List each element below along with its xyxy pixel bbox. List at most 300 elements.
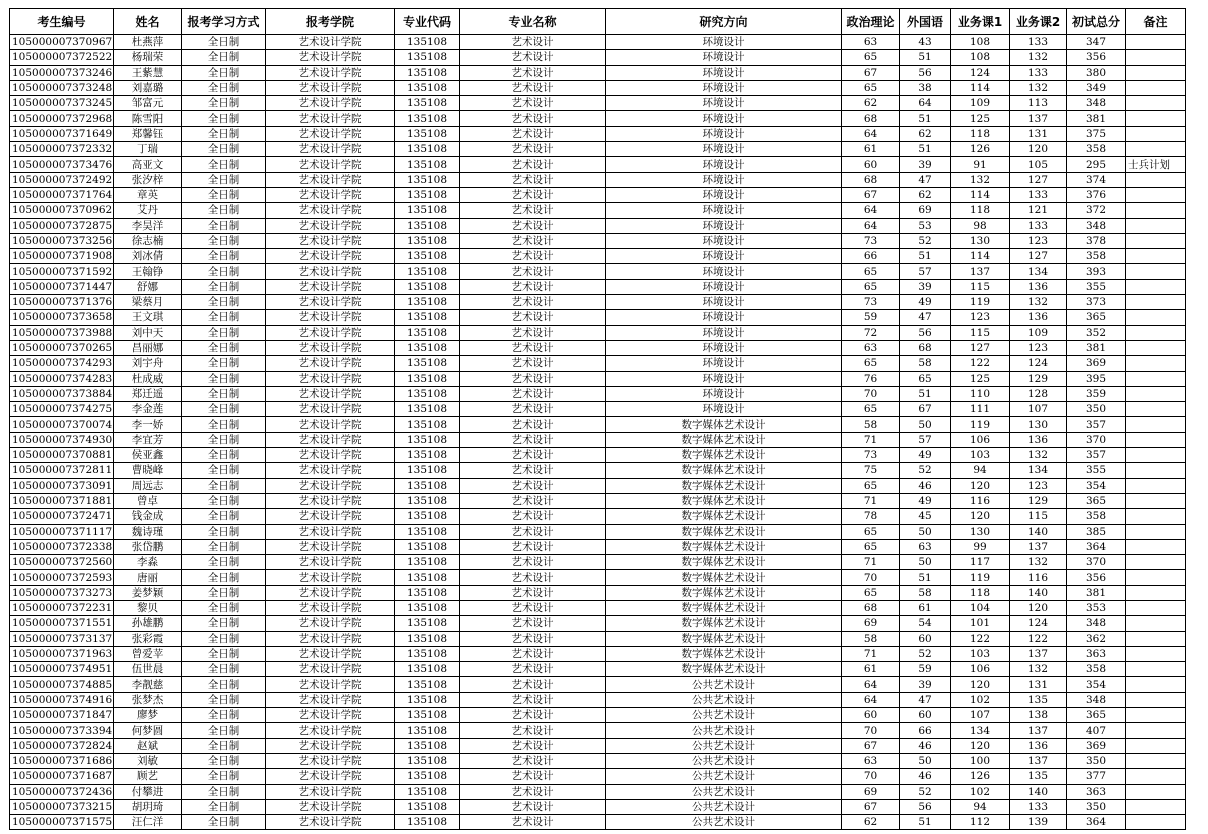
cell-subject-1: 108 — [951, 35, 1010, 50]
cell-subject-2: 129 — [1010, 371, 1067, 386]
cell-subject-2: 109 — [1010, 325, 1067, 340]
cell-name: 李一娇 — [114, 417, 182, 432]
cell-research-direction: 环境设计 — [606, 402, 842, 417]
cell-major-code: 135108 — [395, 126, 460, 141]
cell-politics: 60 — [842, 708, 900, 723]
cell-major-name: 艺术设计 — [460, 616, 606, 631]
cell-subject-1: 112 — [951, 815, 1010, 830]
cell-foreign-language: 57 — [900, 264, 951, 279]
cell-study-mode: 全日制 — [182, 769, 266, 784]
cell-research-direction: 环境设计 — [606, 371, 842, 386]
table-row — [10, 662, 1186, 677]
table-row — [10, 35, 1186, 50]
cell-subject-1: 115 — [951, 325, 1010, 340]
cell-politics: 69 — [842, 616, 900, 631]
cell-foreign-language: 46 — [900, 738, 951, 753]
cell-major-code: 135108 — [395, 295, 460, 310]
cell-remarks — [1126, 325, 1186, 340]
cell-major-name: 艺术设计 — [460, 249, 606, 264]
cell-total-score: 357 — [1067, 417, 1126, 432]
cell-foreign-language: 50 — [900, 753, 951, 768]
cell-major-name: 艺术设计 — [460, 402, 606, 417]
table-row — [10, 402, 1186, 417]
cell-major-code: 135108 — [395, 448, 460, 463]
cell-name: 孙雄鹏 — [114, 616, 182, 631]
cell-study-mode: 全日制 — [182, 187, 266, 202]
cell-major-name: 艺术设计 — [460, 677, 606, 692]
cell-remarks — [1126, 340, 1186, 355]
cell-subject-1: 98 — [951, 218, 1010, 233]
cell-foreign-language: 46 — [900, 769, 951, 784]
cell-foreign-language: 47 — [900, 692, 951, 707]
cell-subject-2: 137 — [1010, 111, 1067, 126]
cell-name: 徐志楠 — [114, 233, 182, 248]
cell-total-score: 373 — [1067, 295, 1126, 310]
table-row — [10, 631, 1186, 646]
cell-total-score: 381 — [1067, 111, 1126, 126]
cell-major-code: 135108 — [395, 279, 460, 294]
header-college: 报考学院 — [266, 9, 395, 35]
cell-total-score: 357 — [1067, 448, 1126, 463]
cell-college: 艺术设计学院 — [266, 478, 395, 493]
cell-name: 李靓慈 — [114, 677, 182, 692]
cell-exam-id: 105000007372231 — [10, 600, 114, 615]
cell-major-code: 135108 — [395, 65, 460, 80]
cell-name: 伍世晨 — [114, 662, 182, 677]
cell-total-score: 381 — [1067, 340, 1126, 355]
cell-remarks — [1126, 600, 1186, 615]
cell-foreign-language: 51 — [900, 249, 951, 264]
cell-politics: 65 — [842, 356, 900, 371]
cell-exam-id: 105000007371908 — [10, 249, 114, 264]
cell-subject-2: 122 — [1010, 631, 1067, 646]
cell-major-code: 135108 — [395, 111, 460, 126]
score-table — [9, 8, 1186, 830]
cell-study-mode: 全日制 — [182, 126, 266, 141]
cell-major-code: 135108 — [395, 463, 460, 478]
cell-college: 艺术设计学院 — [266, 815, 395, 830]
cell-remarks — [1126, 723, 1186, 738]
cell-study-mode: 全日制 — [182, 799, 266, 814]
cell-foreign-language: 66 — [900, 723, 951, 738]
cell-major-code: 135108 — [395, 310, 460, 325]
cell-total-score: 348 — [1067, 692, 1126, 707]
cell-remarks — [1126, 677, 1186, 692]
cell-major-name: 艺术设计 — [460, 279, 606, 294]
cell-research-direction: 环境设计 — [606, 80, 842, 95]
cell-exam-id: 105000007372811 — [10, 463, 114, 478]
cell-total-score: 348 — [1067, 96, 1126, 111]
cell-research-direction: 公共艺术设计 — [606, 723, 842, 738]
cell-foreign-language: 69 — [900, 203, 951, 218]
cell-remarks — [1126, 753, 1186, 768]
cell-politics: 61 — [842, 142, 900, 157]
cell-politics: 63 — [842, 35, 900, 50]
cell-major-name: 艺术设计 — [460, 80, 606, 95]
cell-total-score: 370 — [1067, 555, 1126, 570]
cell-name: 赵斌 — [114, 738, 182, 753]
cell-study-mode: 全日制 — [182, 233, 266, 248]
cell-total-score: 372 — [1067, 203, 1126, 218]
cell-subject-1: 126 — [951, 769, 1010, 784]
cell-name: 钱金成 — [114, 509, 182, 524]
cell-remarks — [1126, 386, 1186, 401]
cell-name: 刘宇舟 — [114, 356, 182, 371]
cell-politics: 65 — [842, 585, 900, 600]
cell-total-score: 393 — [1067, 264, 1126, 279]
cell-college: 艺术设计学院 — [266, 600, 395, 615]
cell-exam-id: 105000007372968 — [10, 111, 114, 126]
cell-name: 黎贝 — [114, 600, 182, 615]
table-row — [10, 708, 1186, 723]
table-row — [10, 142, 1186, 157]
cell-subject-1: 124 — [951, 65, 1010, 80]
cell-exam-id: 105000007373256 — [10, 233, 114, 248]
cell-politics: 58 — [842, 631, 900, 646]
header-major-code: 专业代码 — [395, 9, 460, 35]
cell-college: 艺术设计学院 — [266, 799, 395, 814]
cell-politics: 76 — [842, 371, 900, 386]
cell-study-mode: 全日制 — [182, 80, 266, 95]
cell-major-code: 135108 — [395, 187, 460, 202]
cell-research-direction: 数字媒体艺术设计 — [606, 662, 842, 677]
cell-subject-2: 121 — [1010, 203, 1067, 218]
cell-college: 艺术设计学院 — [266, 631, 395, 646]
cell-subject-2: 132 — [1010, 50, 1067, 65]
cell-college: 艺术设计学院 — [266, 646, 395, 661]
table-row — [10, 723, 1186, 738]
cell-subject-2: 135 — [1010, 769, 1067, 784]
cell-exam-id: 105000007374951 — [10, 662, 114, 677]
cell-total-score: 395 — [1067, 371, 1126, 386]
cell-exam-id: 105000007372471 — [10, 509, 114, 524]
cell-total-score: 359 — [1067, 386, 1126, 401]
cell-major-code: 135108 — [395, 478, 460, 493]
cell-study-mode: 全日制 — [182, 585, 266, 600]
cell-name: 周远志 — [114, 478, 182, 493]
cell-subject-2: 130 — [1010, 417, 1067, 432]
cell-name: 曾卓 — [114, 493, 182, 508]
cell-research-direction: 环境设计 — [606, 187, 842, 202]
cell-study-mode: 全日制 — [182, 310, 266, 325]
cell-name: 王紫慧 — [114, 65, 182, 80]
cell-major-code: 135108 — [395, 784, 460, 799]
cell-politics: 59 — [842, 310, 900, 325]
cell-major-code: 135108 — [395, 233, 460, 248]
cell-college: 艺术设计学院 — [266, 35, 395, 50]
cell-major-code: 135108 — [395, 35, 460, 50]
cell-major-code: 135108 — [395, 50, 460, 65]
cell-name: 艾丹 — [114, 203, 182, 218]
cell-total-score: 377 — [1067, 769, 1126, 784]
cell-major-code: 135108 — [395, 356, 460, 371]
cell-remarks — [1126, 264, 1186, 279]
cell-major-name: 艺术设计 — [460, 111, 606, 126]
header-study-mode: 报考学习方式 — [182, 9, 266, 35]
cell-remarks — [1126, 279, 1186, 294]
cell-college: 艺术设计学院 — [266, 295, 395, 310]
cell-politics: 65 — [842, 264, 900, 279]
table-row — [10, 799, 1186, 814]
cell-total-score: 350 — [1067, 753, 1126, 768]
cell-subject-2: 140 — [1010, 524, 1067, 539]
cell-research-direction: 数字媒体艺术设计 — [606, 524, 842, 539]
cell-research-direction: 数字媒体艺术设计 — [606, 493, 842, 508]
cell-name: 郑迁遥 — [114, 386, 182, 401]
cell-major-code: 135108 — [395, 616, 460, 631]
cell-foreign-language: 49 — [900, 493, 951, 508]
cell-name: 付攀进 — [114, 784, 182, 799]
cell-exam-id: 105000007373658 — [10, 310, 114, 325]
cell-subject-1: 130 — [951, 524, 1010, 539]
cell-name: 杜燕萍 — [114, 35, 182, 50]
cell-research-direction: 公共艺术设计 — [606, 769, 842, 784]
cell-name: 魏诗瑾 — [114, 524, 182, 539]
cell-foreign-language: 56 — [900, 799, 951, 814]
cell-foreign-language: 39 — [900, 279, 951, 294]
cell-college: 艺术设计学院 — [266, 96, 395, 111]
cell-exam-id: 105000007374885 — [10, 677, 114, 692]
cell-foreign-language: 67 — [900, 402, 951, 417]
cell-college: 艺术设计学院 — [266, 50, 395, 65]
cell-total-score: 358 — [1067, 662, 1126, 677]
cell-major-name: 艺术设计 — [460, 631, 606, 646]
cell-major-name: 艺术设计 — [460, 463, 606, 478]
cell-major-code: 135108 — [395, 539, 460, 554]
cell-subject-1: 120 — [951, 738, 1010, 753]
cell-politics: 65 — [842, 478, 900, 493]
cell-name: 胡玥琦 — [114, 799, 182, 814]
cell-exam-id: 105000007372332 — [10, 142, 114, 157]
cell-exam-id: 105000007373245 — [10, 96, 114, 111]
cell-major-name: 艺术设计 — [460, 432, 606, 447]
cell-subject-1: 114 — [951, 249, 1010, 264]
table-row — [10, 325, 1186, 340]
cell-remarks — [1126, 509, 1186, 524]
cell-major-code: 135108 — [395, 723, 460, 738]
cell-foreign-language: 39 — [900, 677, 951, 692]
cell-name: 郑馨钰 — [114, 126, 182, 141]
cell-name: 李宜芳 — [114, 432, 182, 447]
cell-subject-1: 91 — [951, 157, 1010, 172]
cell-politics: 78 — [842, 509, 900, 524]
cell-college: 艺术设计学院 — [266, 463, 395, 478]
cell-total-score: 355 — [1067, 279, 1126, 294]
cell-subject-1: 119 — [951, 417, 1010, 432]
cell-major-name: 艺术设计 — [460, 356, 606, 371]
cell-major-code: 135108 — [395, 402, 460, 417]
cell-major-name: 艺术设计 — [460, 815, 606, 830]
cell-name: 王文琪 — [114, 310, 182, 325]
table-row — [10, 478, 1186, 493]
cell-foreign-language: 52 — [900, 463, 951, 478]
cell-major-name: 艺术设计 — [460, 35, 606, 50]
cell-research-direction: 环境设计 — [606, 249, 842, 264]
cell-major-name: 艺术设计 — [460, 539, 606, 554]
cell-college: 艺术设计学院 — [266, 708, 395, 723]
cell-research-direction: 环境设计 — [606, 203, 842, 218]
cell-total-score: 376 — [1067, 187, 1126, 202]
cell-name: 汪仁洋 — [114, 815, 182, 830]
cell-foreign-language: 47 — [900, 172, 951, 187]
cell-subject-2: 105 — [1010, 157, 1067, 172]
cell-foreign-language: 51 — [900, 570, 951, 585]
cell-subject-1: 118 — [951, 203, 1010, 218]
cell-remarks — [1126, 799, 1186, 814]
cell-major-code: 135108 — [395, 493, 460, 508]
cell-major-name: 艺术设计 — [460, 448, 606, 463]
cell-foreign-language: 50 — [900, 417, 951, 432]
table-row — [10, 126, 1186, 141]
cell-research-direction: 公共艺术设计 — [606, 738, 842, 753]
cell-total-score: 358 — [1067, 249, 1126, 264]
cell-major-code: 135108 — [395, 80, 460, 95]
cell-name: 侯亚鑫 — [114, 448, 182, 463]
cell-total-score: 353 — [1067, 600, 1126, 615]
cell-remarks — [1126, 172, 1186, 187]
cell-study-mode: 全日制 — [182, 738, 266, 753]
cell-research-direction: 数字媒体艺术设计 — [606, 616, 842, 631]
cell-research-direction: 数字媒体艺术设计 — [606, 432, 842, 447]
cell-total-score: 363 — [1067, 646, 1126, 661]
cell-total-score: 347 — [1067, 35, 1126, 50]
table-row — [10, 784, 1186, 799]
cell-college: 艺术设计学院 — [266, 325, 395, 340]
cell-college: 艺术设计学院 — [266, 264, 395, 279]
cell-subject-1: 120 — [951, 509, 1010, 524]
table-row — [10, 187, 1186, 202]
cell-major-code: 135108 — [395, 96, 460, 111]
cell-college: 艺术设计学院 — [266, 524, 395, 539]
cell-study-mode: 全日制 — [182, 111, 266, 126]
cell-total-score: 350 — [1067, 402, 1126, 417]
cell-remarks — [1126, 126, 1186, 141]
cell-remarks — [1126, 646, 1186, 661]
cell-college: 艺术设计学院 — [266, 677, 395, 692]
cell-remarks — [1126, 708, 1186, 723]
cell-total-score: 381 — [1067, 585, 1126, 600]
cell-research-direction: 数字媒体艺术设计 — [606, 570, 842, 585]
cell-name: 刘冰倩 — [114, 249, 182, 264]
cell-major-name: 艺术设计 — [460, 585, 606, 600]
cell-foreign-language: 60 — [900, 708, 951, 723]
cell-exam-id: 105000007373215 — [10, 799, 114, 814]
cell-study-mode: 全日制 — [182, 646, 266, 661]
cell-foreign-language: 38 — [900, 80, 951, 95]
cell-major-name: 艺术设计 — [460, 708, 606, 723]
cell-study-mode: 全日制 — [182, 325, 266, 340]
cell-name: 张汐梓 — [114, 172, 182, 187]
cell-remarks — [1126, 233, 1186, 248]
cell-study-mode: 全日制 — [182, 249, 266, 264]
cell-politics: 68 — [842, 111, 900, 126]
cell-subject-1: 134 — [951, 723, 1010, 738]
cell-remarks — [1126, 295, 1186, 310]
cell-college: 艺术设计学院 — [266, 172, 395, 187]
cell-name: 杨瑞荣 — [114, 50, 182, 65]
cell-total-score: 369 — [1067, 738, 1126, 753]
cell-major-name: 艺术设计 — [460, 662, 606, 677]
table-row — [10, 340, 1186, 355]
cell-college: 艺术设计学院 — [266, 65, 395, 80]
cell-remarks — [1126, 478, 1186, 493]
cell-research-direction: 环境设计 — [606, 340, 842, 355]
cell-subject-2: 133 — [1010, 65, 1067, 80]
cell-major-name: 艺术设计 — [460, 509, 606, 524]
cell-total-score: 369 — [1067, 356, 1126, 371]
cell-study-mode: 全日制 — [182, 524, 266, 539]
cell-study-mode: 全日制 — [182, 784, 266, 799]
table-row — [10, 50, 1186, 65]
cell-major-name: 艺术设计 — [460, 218, 606, 233]
cell-foreign-language: 64 — [900, 96, 951, 111]
cell-politics: 60 — [842, 157, 900, 172]
cell-subject-2: 129 — [1010, 493, 1067, 508]
cell-name: 邹富元 — [114, 96, 182, 111]
cell-subject-1: 118 — [951, 585, 1010, 600]
cell-college: 艺术设计学院 — [266, 432, 395, 447]
cell-subject-1: 119 — [951, 570, 1010, 585]
cell-study-mode: 全日制 — [182, 402, 266, 417]
cell-subject-2: 136 — [1010, 310, 1067, 325]
cell-remarks — [1126, 356, 1186, 371]
cell-remarks — [1126, 692, 1186, 707]
cell-college: 艺术设计学院 — [266, 585, 395, 600]
cell-foreign-language: 63 — [900, 539, 951, 554]
cell-remarks — [1126, 815, 1186, 830]
cell-research-direction: 环境设计 — [606, 325, 842, 340]
cell-foreign-language: 56 — [900, 65, 951, 80]
cell-exam-id: 105000007372824 — [10, 738, 114, 753]
cell-major-code: 135108 — [395, 218, 460, 233]
cell-subject-2: 132 — [1010, 80, 1067, 95]
cell-exam-id: 105000007373091 — [10, 478, 114, 493]
cell-major-code: 135108 — [395, 738, 460, 753]
cell-major-name: 艺术设计 — [460, 142, 606, 157]
cell-research-direction: 数字媒体艺术设计 — [606, 417, 842, 432]
cell-study-mode: 全日制 — [182, 448, 266, 463]
cell-study-mode: 全日制 — [182, 616, 266, 631]
cell-major-code: 135108 — [395, 432, 460, 447]
table-row — [10, 417, 1186, 432]
cell-study-mode: 全日制 — [182, 279, 266, 294]
table-row — [10, 539, 1186, 554]
cell-subject-1: 102 — [951, 692, 1010, 707]
cell-research-direction: 环境设计 — [606, 310, 842, 325]
cell-exam-id: 105000007370962 — [10, 203, 114, 218]
cell-subject-2: 137 — [1010, 646, 1067, 661]
cell-foreign-language: 56 — [900, 325, 951, 340]
cell-exam-id: 105000007371117 — [10, 524, 114, 539]
cell-research-direction: 环境设计 — [606, 386, 842, 401]
cell-major-name: 艺术设计 — [460, 555, 606, 570]
cell-subject-1: 118 — [951, 126, 1010, 141]
cell-major-code: 135108 — [395, 753, 460, 768]
table-row — [10, 738, 1186, 753]
cell-name: 丁瑞 — [114, 142, 182, 157]
cell-subject-1: 117 — [951, 555, 1010, 570]
cell-subject-2: 137 — [1010, 539, 1067, 554]
cell-name: 张梦杰 — [114, 692, 182, 707]
cell-research-direction: 环境设计 — [606, 111, 842, 126]
cell-subject-2: 123 — [1010, 233, 1067, 248]
cell-research-direction: 环境设计 — [606, 295, 842, 310]
cell-research-direction: 环境设计 — [606, 96, 842, 111]
cell-name: 刘嘉璐 — [114, 80, 182, 95]
cell-college: 艺术设计学院 — [266, 371, 395, 386]
cell-exam-id: 105000007373273 — [10, 585, 114, 600]
cell-research-direction: 数字媒体艺术设计 — [606, 646, 842, 661]
